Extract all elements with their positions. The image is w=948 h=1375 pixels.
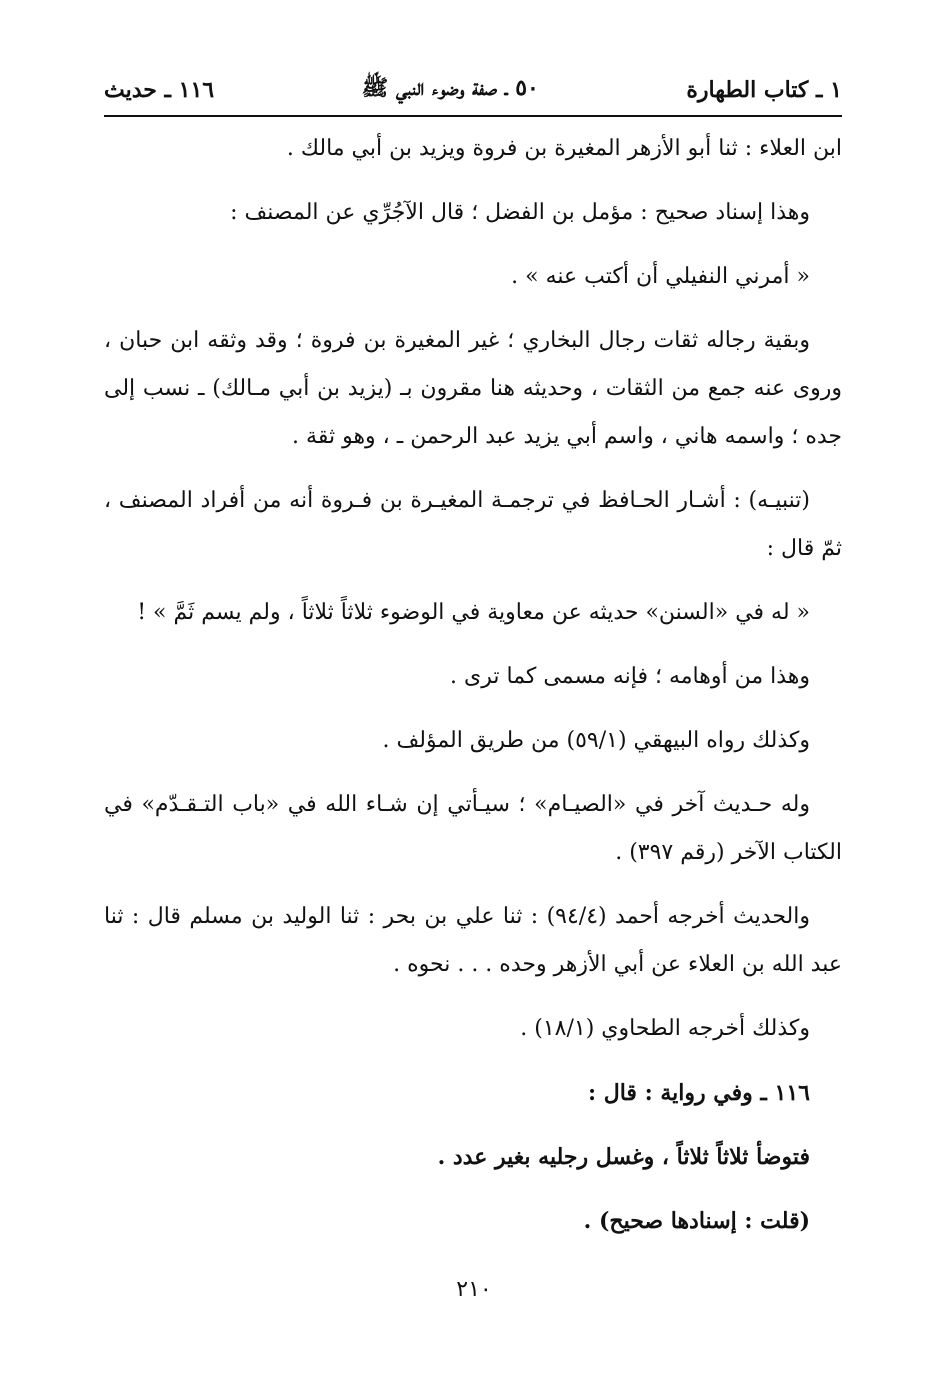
header-rule [104,115,842,117]
paragraph-7: وهذا من أوهامه ؛ فإنه مسمى كما ترى . [450,664,810,689]
paragraph-6: « له في «السنن» حديثه عن معاوية في الوضوء ثلاثاً ثلاثاً ، ولم يسم ثَمَّ » ! [137,600,810,625]
hadith-grading: (قلت : إسنادها صحيح) . [583,1208,810,1234]
paragraph-1: ابن العلاء : ثنا أبو الأزهر المغيرة بن فروة ويزيد بن أبي مالك . [286,136,842,161]
paragraph-3: « أمرني النفيلي أن أكتب عنه » . [511,264,810,289]
hadith-text: فتوضأ ثلاثاً ثلاثاً ، وغسل رجليه بغير عدد . [437,1144,810,1170]
paragraph-5: (تنبيـه) : أشـار الحـافظ في ترجمـة المغيـرة بن فـروة أنه من أفراد المصنف ، ثمّ قال : [104,488,842,561]
paragraph-2: وهذا إسناد صحيح : مؤمل بن الفضل ؛ قال الآجُرِّي عن المصنف : [230,200,810,225]
paragraph-11: وكذلك أخرجه الطحاوي (١٨/١) . [520,1016,810,1041]
header-hadith-number: ١١٦ ـ حديث [104,77,215,103]
paragraph-9: وله حـديث آخر في «الصيـام» ؛ سيـأتي إن شـاء الله في «باب التـقـدّم» في الكتاب الآخر (رقم ٣٩٧) . [104,792,842,865]
page-number: ٢١٠ [456,1277,492,1302]
header-book-title: ١ ـ كتاب الطهارة [686,77,842,103]
page-body [104,125,842,1261]
running-header [104,72,842,108]
header-chapter-title: ٥٠ ـ صفة وضوء النبي ﷺ [361,75,539,101]
paragraph-8: وكذلك رواه البيهقي (٥٩/١) من طريق المؤلف . [382,728,810,753]
hadith-heading: ١١٦ ـ وفي رواية : قال : [587,1080,810,1106]
paragraph-4: وبقية رجاله ثقات رجال البخاري ؛ غير المغيرة بن فروة ؛ وقد وثقه ابن حبان ، وروى عنه جمع من الثقات ، وحديثه هنا مقرون بـ (يزيد بن أبي مـالك) ـ نسب إلى جده ؛ واسمه هاني ، واسم أبي يزيد عبد الرحمن ـ ، وهو ثقة . [104,328,842,449]
paragraph-10: والحديث أخرجه أحمد (٩٤/٤) : ثنا علي بن بحر : ثنا الوليد بن مسلم قال : ثنا عبد الله بن العلاء عن أبي الأزهر وحده . . . نحوه . [104,904,842,977]
